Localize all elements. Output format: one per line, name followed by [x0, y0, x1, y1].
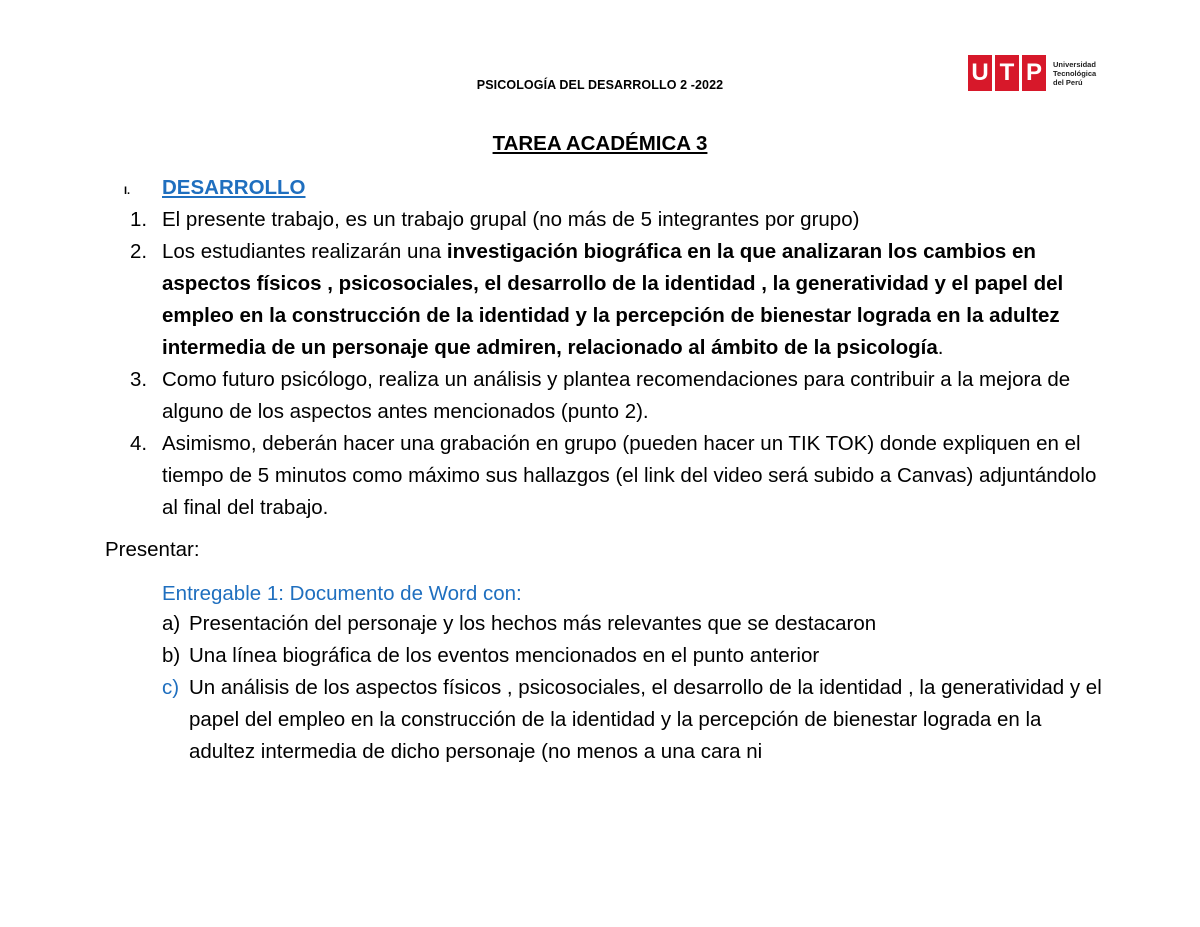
logo-letter-t: T	[995, 55, 1019, 91]
numbered-list	[130, 204, 1110, 524]
course-header: PSICOLOGÍA DEL DESARROLLO 2 -2022	[476, 78, 724, 92]
list-item: b) Una línea biográfica de los eventos mencionados en el punto anterior	[162, 644, 820, 667]
logo-letter-p: P	[1022, 55, 1046, 91]
bold-emphasis: investigación biográfica en la que analizaran los cambios en aspectos físicos , psicosociales, el desarrollo de la identidad , la generatividad y el papel del empleo en la construcción de la identidad y la percepción de bienestar lograda en la adultez intermedia de un personaje que admiren, relacionado al ámbito de la psicología	[162, 240, 1064, 359]
lettered-list	[162, 608, 1102, 768]
list-item: 1. El presente trabajo, es un trabajo grupal (no más de 5 integrantes por grupo)	[130, 208, 860, 231]
list-item: 3. Como futuro psicólogo, realiza un análisis y plantea recomendaciones para contribuir a la mejora de alguno de los aspectos antes mencionados (punto 2).	[130, 368, 1071, 423]
logo-letter-u: U	[968, 55, 992, 91]
list-item: 4. Asimismo, deberán hacer una grabación en grupo (pueden hacer un TIK TOK) donde expliquen en el tiempo de 5 minutos como máximo sus hallazgos (el link del video será subido a Canvas) adjuntándolo al final del trabajo.	[130, 432, 1097, 519]
list-item: a) Presentación del personaje y los hechos más relevantes que se destacaron	[162, 612, 877, 635]
section-heading	[124, 176, 306, 200]
section-number: I.	[124, 185, 131, 197]
utp-logo	[968, 55, 1096, 91]
entregable-heading: Entregable 1: Documento de Word con:	[162, 582, 522, 605]
list-item: 2. Los estudiantes realizarán una investigación biográfica en la que analizaran los cambios en aspectos físicos , psicosociales, el desarrollo de la identidad , la generatividad y el papel del empleo en la construcción de la identidad y la percepción de bienestar lograda en la adultez intermedia de un personaje que admiren, relacionado al ámbito de la psicología.	[130, 240, 1064, 359]
section-title: DESARROLLO	[162, 176, 306, 199]
presentar-label: Presentar:	[105, 538, 200, 561]
logo-wordmark: Universidad Tecnológica del Perú	[1053, 59, 1097, 87]
document-title: TAREA ACADÉMICA 3	[492, 132, 708, 155]
list-item: c) Un análisis de los aspectos físicos , psicosociales, el desarrollo de la identidad , la generatividad y el papel del empleo en la construcción de la identidad y la percepción de bienestar lograda en la adultez intermedia de dicho personaje (no menos a una cara ni	[162, 676, 1102, 763]
